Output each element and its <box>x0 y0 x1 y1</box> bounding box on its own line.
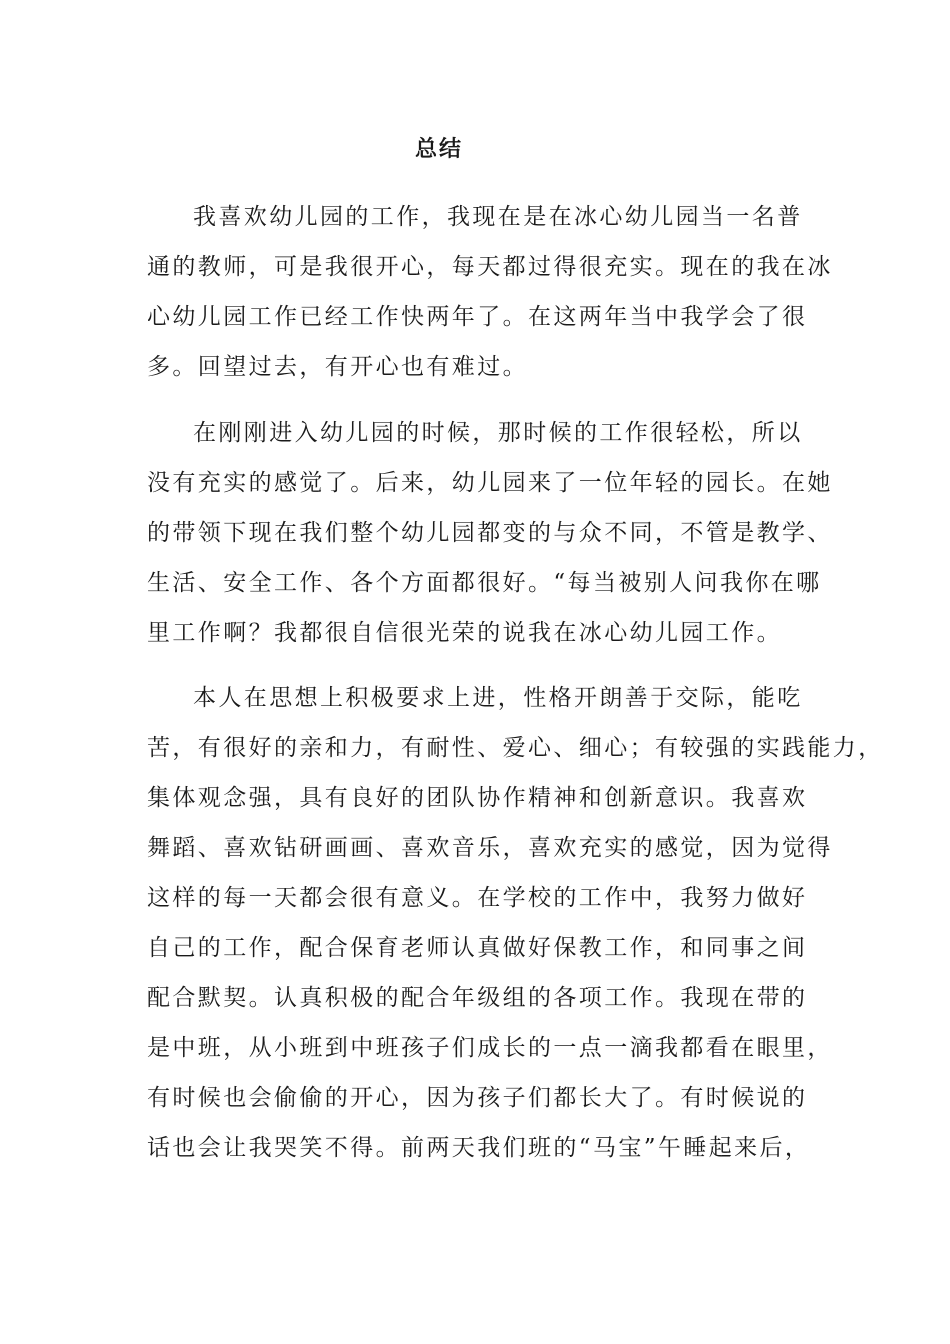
paragraph-line: 配合默契。认真积极的配合年级组的各项工作。我现在带的 <box>147 985 808 1011</box>
paragraph-1 <box>147 192 833 392</box>
paragraph-line: 集体观念强，具有良好的团队协作精神和创新意识。我喜欢 <box>147 785 808 811</box>
paragraph-line: 是中班，从小班到中班孩子们成长的一点一滴我都看在眼里， <box>147 1035 833 1061</box>
paragraph-line: 自己的工作，配合保育老师认真做好保教工作，和同事之间 <box>147 935 808 961</box>
document-title: 总结 <box>414 137 463 162</box>
paragraph-line: 在刚刚进入幼儿园的时候，那时候的工作很轻松，所以 <box>193 420 803 446</box>
paragraph-line: 没有充实的感觉了。后来，幼儿园来了一位年轻的园长。在她 <box>147 470 833 496</box>
paragraph-line: 话也会让我哭笑不得。前两天我们班的“马宝”午睡起来后， <box>147 1135 811 1161</box>
paragraph-line: 心幼儿园工作已经工作快两年了。在这两年当中我学会了很 <box>147 304 808 330</box>
paragraph-line: 有时候也会偷偷的开心，因为孩子们都长大了。有时候说的 <box>147 1085 808 1111</box>
paragraph-2 <box>147 408 833 658</box>
paragraph-3 <box>147 673 884 1173</box>
paragraph-line: 舞蹈、喜欢钻研画画、喜欢音乐，喜欢充实的感觉，因为觉得 <box>147 835 833 861</box>
paragraph-line: 我喜欢幼儿园的工作，我现在是在冰心幼儿园当一名普 <box>193 204 803 230</box>
paragraph-line: 本人在思想上积极要求上进，性格开朗善于交际，能吃 <box>193 685 803 711</box>
paragraph-line: 里工作啊？我都很自信很光荣的说我在冰心幼儿园工作。 <box>147 620 782 646</box>
paragraph-line: 的带领下现在我们整个幼儿园都变的与众不同，不管是教学、 <box>147 520 833 546</box>
paragraph-line: 这样的每一天都会很有意义。在学校的工作中，我努力做好 <box>147 885 808 911</box>
paragraph-line: 苦，有很好的亲和力，有耐性、爱心、细心；有较强的实践能力， <box>147 735 884 761</box>
paragraph-line: 多。回望过去，有开心也有难过。 <box>147 354 528 380</box>
paragraph-line: 生活、安全工作、各个方面都很好。“每当被别人问我你在哪 <box>147 570 822 596</box>
paragraph-line: 通的教师，可是我很开心，每天都过得很充实。现在的我在冰 <box>147 254 833 280</box>
